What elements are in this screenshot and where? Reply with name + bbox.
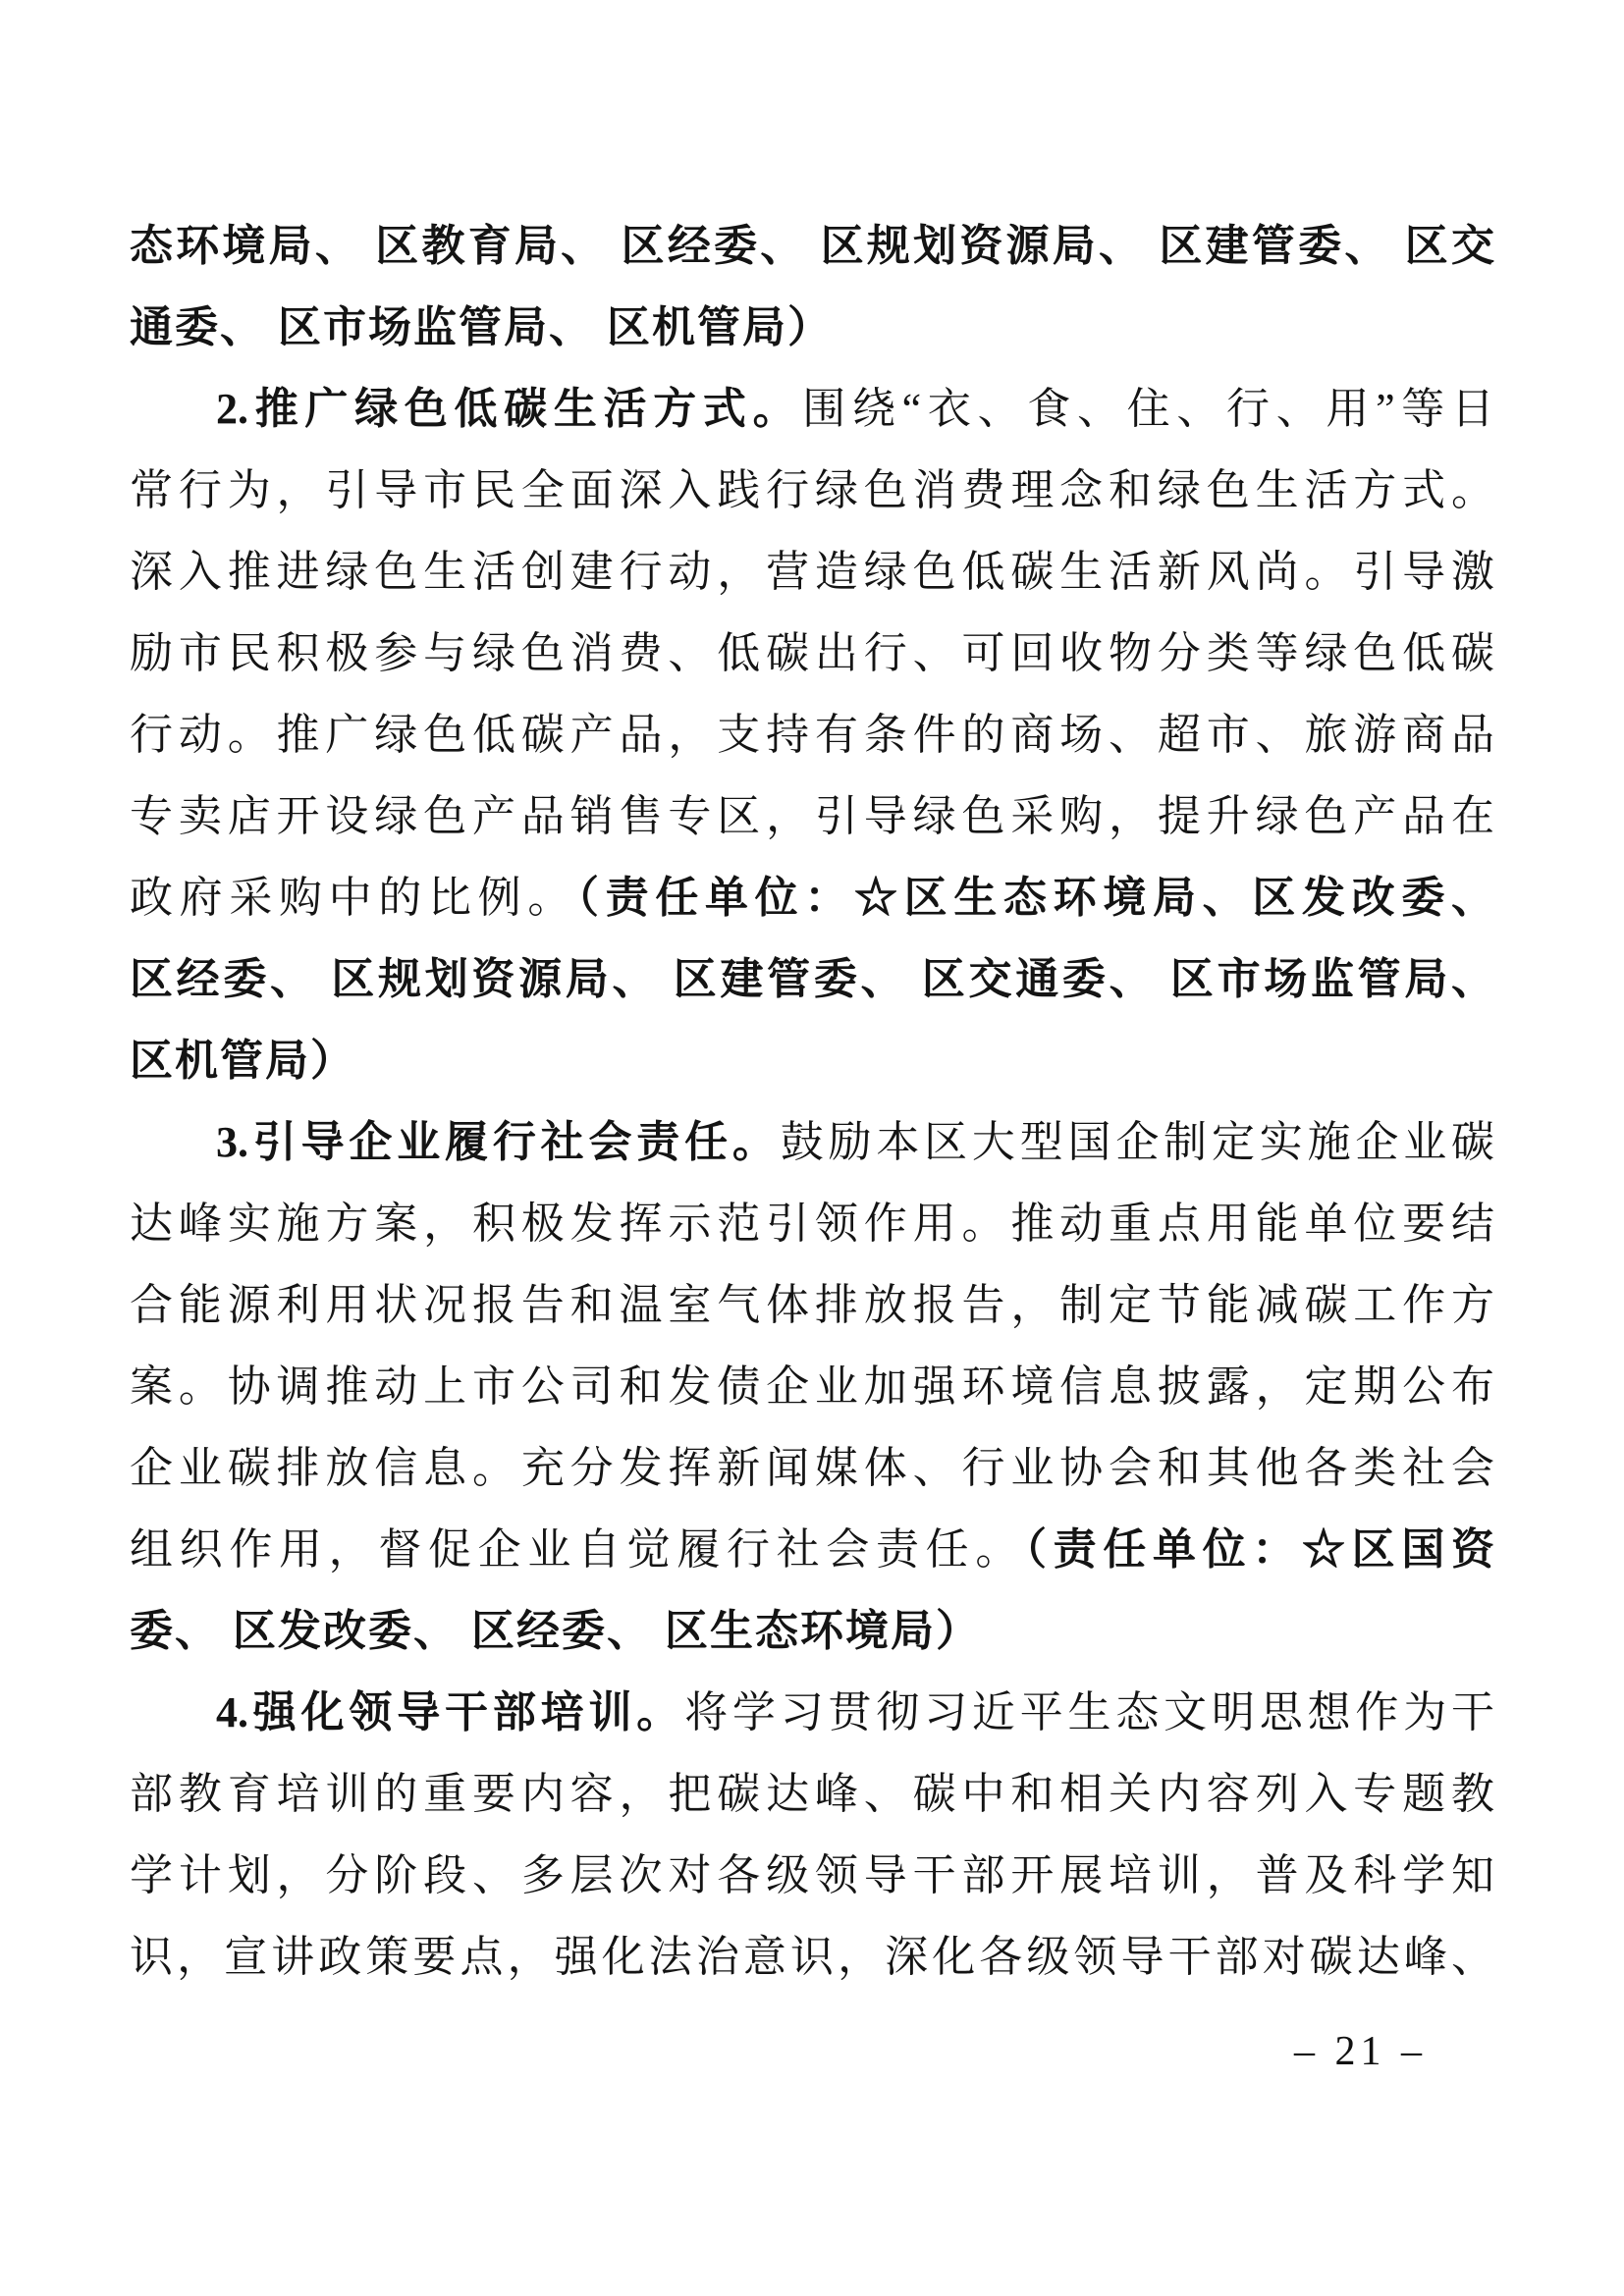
line-text: 鼓励本区大型国企制定实施企业碳 [780,1118,1495,1166]
text-line [130,1916,1494,1998]
responsible-units: （责任单位：☆区生态环境局、区发改委、 [577,874,1494,922]
responsible-units: 区经委、 区规划资源局、 区建管委、 区交通委、 区市场监管局、 [130,955,1494,1003]
line-text: 专卖店开设绿色产品销售专区，引导绿色采购，提升绿色产品在 [130,792,1494,840]
text-line [130,694,1494,775]
line-text: 合能源利用状况报告和温室气体排放报告，制定节能减碳工作方 [130,1281,1494,1329]
text-line [130,857,1494,938]
text-line [130,368,1494,450]
text-line [130,450,1494,531]
line-text: 识，宣讲政策要点，强化法治意识，深化各级领导干部对碳达峰、 [130,1933,1494,1981]
text-line [130,205,1494,287]
responsible-units: 委、 区发改委、 区经委、 区生态环境局） [130,1607,981,1655]
page-number: – 21 – [1294,2029,1427,2074]
paragraph-heading: 4.强化领导干部培训。 [216,1688,685,1736]
text-line [130,613,1494,694]
text-line [130,1753,1494,1835]
line-text: 将学习贯彻习近平生态文明思想作为干 [684,1688,1494,1736]
line-text: 态环境局、 区教育局、 区经委、 区规划资源局、 区建管委、 区交 [130,222,1494,270]
text-line [130,1427,1494,1509]
text-line [130,1183,1494,1264]
line-text: 企业碳排放信息。充分发挥新闻媒体、行业协会和其他各类社会 [130,1444,1494,1492]
line-text: 常行为，引导市民全面深入践行绿色消费理念和绿色生活方式。 [130,466,1494,514]
text-line [130,531,1494,613]
text-line [130,775,1494,857]
line-text: 组织作用，督促企业自觉履行社会责任。 [130,1525,1025,1574]
line-text: 行动。推广绿色低碳产品，支持有条件的商场、超市、旅游商品 [130,711,1494,759]
text-line [130,1835,1494,1916]
line-text: 达峰实施方案，积极发挥示范引领作用。推动重点用能单位要结 [130,1200,1494,1248]
line-text: 围绕“衣、食、住、行、用”等日 [802,385,1494,433]
text-line [130,1590,1494,1672]
text-line [130,1509,1494,1590]
text-line [130,1020,1494,1101]
text-line [130,938,1494,1020]
text-line [130,287,1494,368]
document-body [130,205,1494,1998]
responsible-units: 区机管局） [130,1037,355,1085]
line-text: 励市民积极参与绿色消费、低碳出行、可回收物分类等绿色低碳 [130,629,1494,677]
responsible-units: （责任单位：☆区国资 [1025,1525,1494,1574]
text-line [130,1101,1494,1183]
paragraph-heading: 3.引导企业履行社会责任。 [216,1118,781,1166]
line-text: 部教育培训的重要内容，把碳达峰、碳中和相关内容列入专题教 [130,1770,1494,1818]
line-text: 案。协调推动上市公司和发债企业加强环境信息披露，定期公布 [130,1362,1494,1411]
paragraph-heading: 2.推广绿色低碳生活方式。 [216,385,803,433]
line-text: 政府采购中的比例。 [130,874,577,922]
line-text: 深入推进绿色生活创建行动，营造绿色低碳生活新风尚。引导激 [130,548,1494,596]
line-text: 通委、 区市场监管局、 区机管局） [130,303,833,351]
text-line [130,1264,1494,1346]
text-line [130,1346,1494,1427]
line-text: 学计划，分阶段、多层次对各级领导干部开展培训，普及科学知 [130,1851,1494,1899]
text-line [130,1672,1494,1753]
